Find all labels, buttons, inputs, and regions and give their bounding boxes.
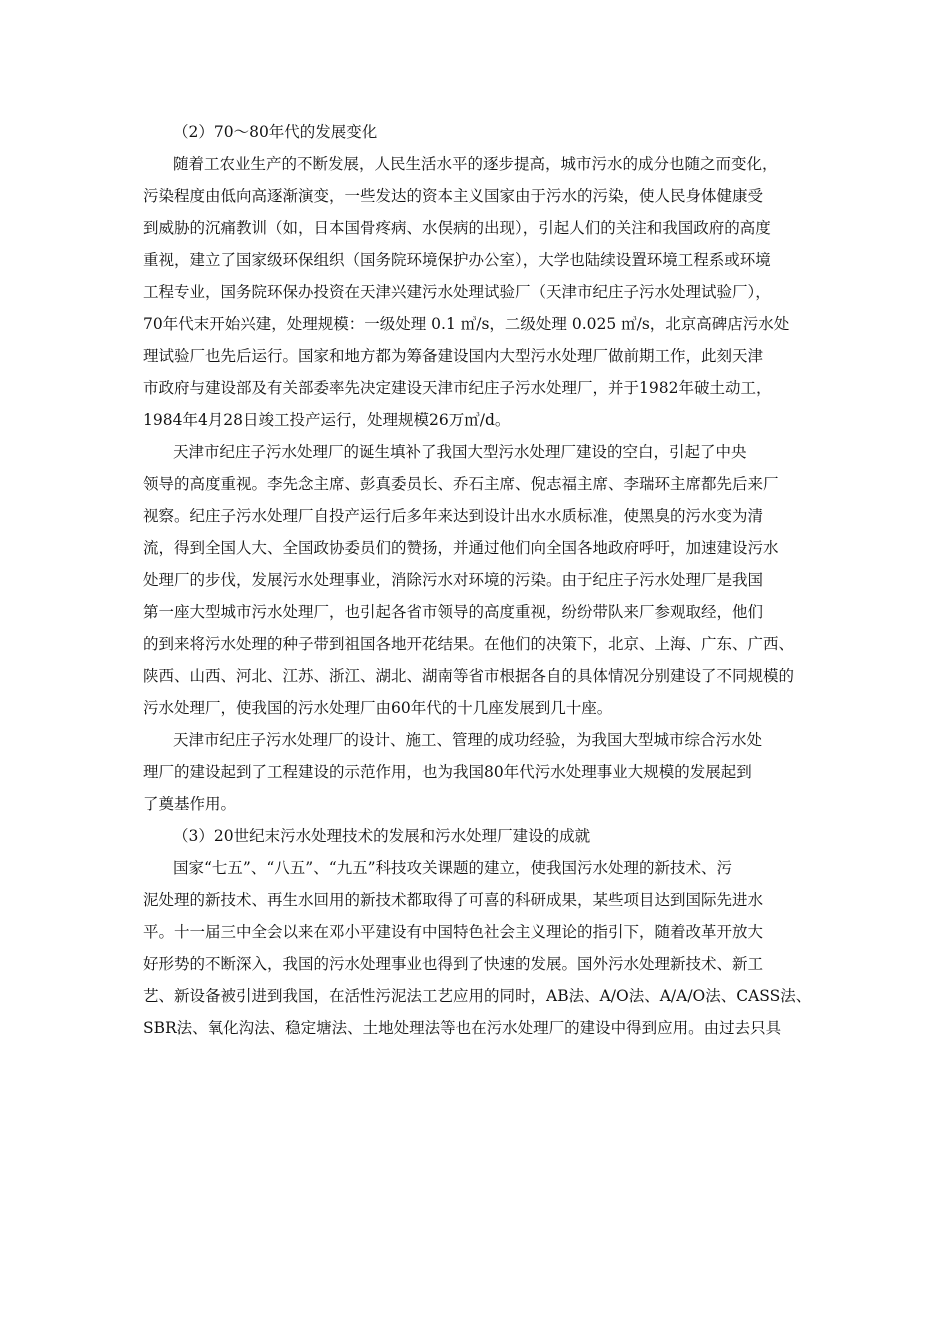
text-line: 到威胁的沉痛教训（如，日本国骨疼病、水俣病的出现），引起人们的关注和我国政府的高度 [143, 219, 771, 237]
text-line: 艺、新设备被引进到我国，在活性污泥法工艺应用的同时，AB法、A/O法、A/A/O法、CASS法、 [143, 987, 812, 1005]
paragraph-2 [143, 436, 808, 724]
text-line: 市政府与建设部及有关部委率先决定建设天津市纪庄子污水处理厂，并于1982年破土动工， [143, 379, 772, 397]
text-line: 泥处理的新技术、再生水回用的新技术都取得了可喜的科研成果，某些项目达到国际先进水 [143, 891, 764, 909]
paragraph-1 [143, 148, 808, 436]
text-line: 1984年4月28日竣工投产运行，处理规模26万㎥/d。 [143, 411, 511, 429]
text-line: 流，得到全国人大、全国政协委员们的赞扬，并通过他们向全国各地政府呼吁，加速建设污水 [143, 539, 779, 557]
text-line: 第一座大型城市污水处理厂，也引起各省市领导的高度重视，纷纷带队来厂参观取经，他们 [143, 603, 764, 621]
text-line: 好形势的不断深入，我国的污水处理事业也得到了快速的发展。国外污水处理新技术、新工 [143, 955, 764, 973]
paragraph-3 [143, 724, 808, 820]
text-line: 的到来将污水处理的种子带到祖国各地开花结果。在他们的决策下，北京、上海、广东、广西、 [143, 635, 795, 653]
text-line: 陕西、山西、河北、江苏、浙江、湖北、湖南等省市根据各自的具体情况分别建设了不同规模的 [143, 667, 795, 685]
text-line: 平。十一届三中全会以来在邓小平建设有中国特色社会主义理论的指引下，随着改革开放大 [143, 923, 764, 941]
text-line: 处理厂的步伐，发展污水处理事业，消除污水对环境的污染。由于纪庄子污水处理厂是我国 [143, 571, 764, 589]
text-line: 天津市纪庄子污水处理厂的诞生填补了我国大型污水处理厂建设的空白，引起了中央 [173, 443, 747, 461]
text-line: 理试验厂也先后运行。国家和地方都为筹备建设国内大型污水处理厂做前期工作，此刻天津 [143, 347, 764, 365]
text-line: 理厂的建设起到了工程建设的示范作用，也为我国80年代污水处理事业大规模的发展起到 [143, 763, 752, 781]
text-line: 视察。纪庄子污水处理厂自投产运行后多年来达到设计出水水质标准，使黑臭的污水变为清 [143, 507, 764, 525]
text-line: 重视，建立了国家级环保组织（国务院环境保护办公室），大学也陆续设置环境工程系或环境 [143, 251, 771, 269]
text-line: 70年代末开始兴建，处理规模：一级处理 0.1 ㎥/s，二级处理 0.025 ㎥/s，北京高碑店污水处 [143, 315, 790, 333]
paragraph-4 [143, 852, 812, 1044]
text-line: 领导的高度重视。李先念主席、彭真委员长、乔石主席、倪志福主席、李瑞环主席都先后来厂 [143, 475, 779, 493]
document-body [143, 116, 812, 1044]
text-line: 污水处理厂，使我国的污水处理厂由60年代的十几座发展到几十座。 [143, 699, 613, 717]
text-line: 随着工农业生产的不断发展，人民生活水平的逐步提高，城市污水的成分也随之而变化， [173, 155, 778, 173]
text-line: 工程专业，国务院环保办投资在天津兴建污水处理试验厂（天津市纪庄子污水处理试验厂）， [143, 283, 771, 301]
section-heading-2: （2）70～80年代的发展变化 [173, 123, 378, 141]
section-heading-3: （3）20世纪末污水处理技术的发展和污水处理厂建设的成就 [173, 827, 591, 845]
text-line: 污染程度由低向高逐渐演变，一些发达的资本主义国家由于污水的污染，使人民身体健康受 [143, 187, 764, 205]
text-line: 了奠基作用。 [143, 795, 237, 813]
text-line: SBR法、氧化沟法、稳定塘法、土地处理法等也在污水处理厂的建设中得到应用。由过去只具 [143, 1019, 782, 1037]
text-line: 天津市纪庄子污水处理厂的设计、施工、管理的成功经验，为我国大型城市综合污水处 [173, 731, 763, 749]
text-line: 国家“七五”、“八五”、“九五”科技攻关课题的建立，使我国污水处理的新技术、污 [173, 859, 733, 877]
